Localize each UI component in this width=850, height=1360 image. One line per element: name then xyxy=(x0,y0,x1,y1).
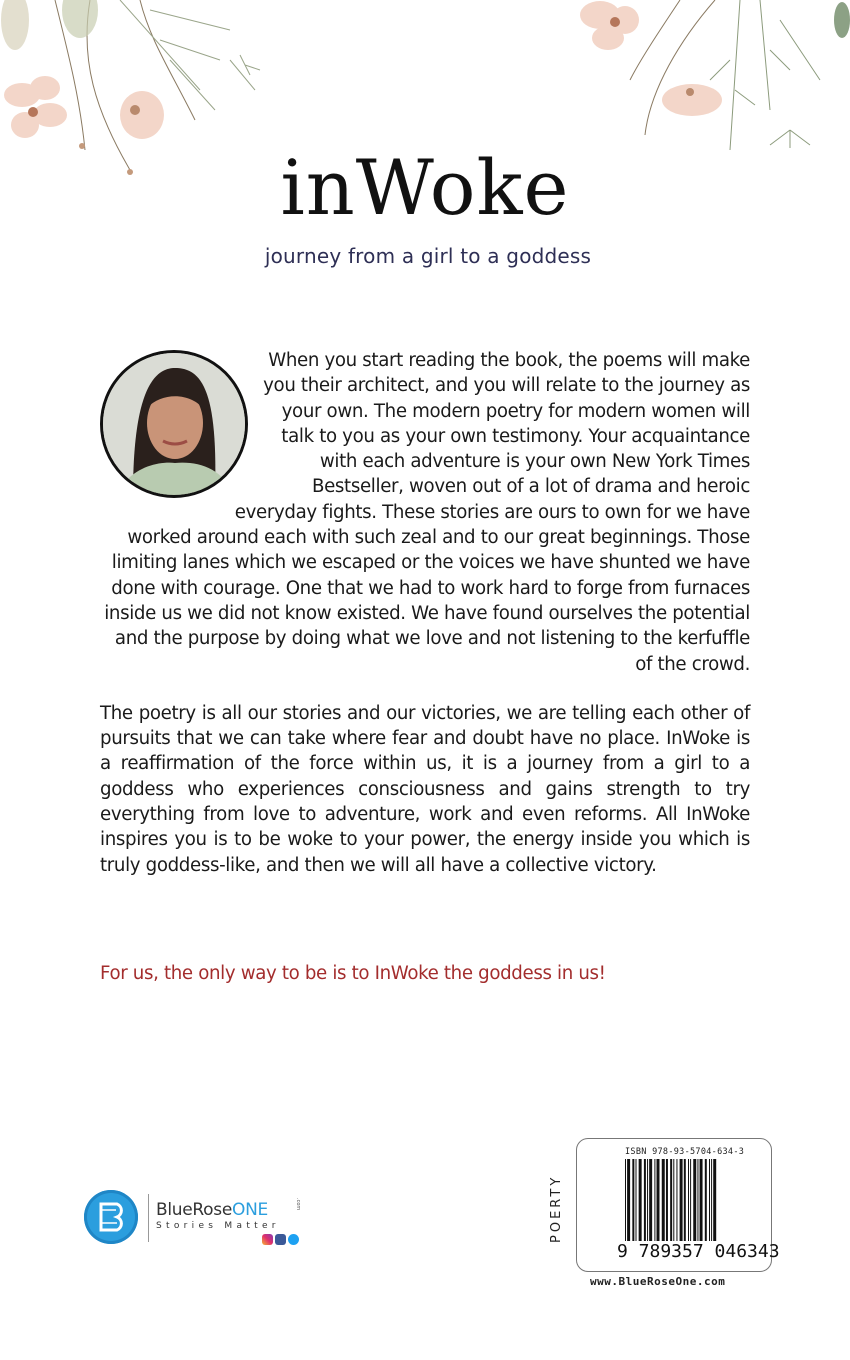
genre-label: POERTY xyxy=(549,1174,564,1243)
barcode-bar xyxy=(636,1159,637,1241)
publisher-website[interactable]: www.BlueRoseOne.com xyxy=(590,1275,726,1288)
book-title: inWoke xyxy=(280,143,570,232)
closing-line: For us, the only way to be is to InWoke the goddess in us! xyxy=(100,963,606,984)
social-icons xyxy=(262,1234,299,1245)
barcode-bar xyxy=(670,1159,672,1241)
publisher-name-part1: BlueRose xyxy=(156,1200,232,1220)
barcode-bar xyxy=(649,1159,652,1241)
barcode-bar xyxy=(700,1159,703,1241)
barcode-bar xyxy=(627,1159,630,1241)
barcode-bar xyxy=(688,1159,689,1241)
barcode-bar xyxy=(693,1159,696,1241)
book-subtitle: journey from a girl to a goddess xyxy=(264,244,592,268)
publisher-logo xyxy=(84,1190,314,1250)
publisher-name-part2: ONE xyxy=(231,1200,268,1220)
blurb-paragraph-2: The poetry is all our stories and our victories, we are telling each other of pursuits that we can take where fear and doubt have no place. InWoke is a reaffirmation of the force within us, it is a journey from a girl to a goddess who experiences consciousness and gains strength to try everything from love to adventure, work and even reforms. All InWoke inspires you is to be woke to your power, the energy inside you which is truly goddess-like, and then we will all have a collective victory. xyxy=(100,702,750,876)
barcode-bar xyxy=(713,1159,716,1241)
barcode-bar xyxy=(625,1159,626,1241)
barcode-box xyxy=(576,1138,780,1272)
blurb xyxy=(100,348,750,902)
publisher-name xyxy=(156,1200,268,1220)
barcode-bar xyxy=(647,1159,648,1241)
instagram-icon[interactable] xyxy=(262,1234,273,1245)
barcode-bar xyxy=(676,1159,677,1241)
barcode-digits: 9 789357 046343 xyxy=(617,1241,780,1262)
barcode-bar xyxy=(690,1159,691,1241)
publisher-tagline: Stories Matter xyxy=(156,1221,280,1231)
barcode-bar xyxy=(662,1159,665,1241)
barcode-icon xyxy=(625,1159,755,1249)
publisher-dotcom: .com xyxy=(295,1198,301,1211)
barcode-bar xyxy=(657,1159,660,1241)
floral-decoration-right xyxy=(530,0,850,170)
barcode-bar xyxy=(639,1159,642,1241)
twitter-icon[interactable] xyxy=(288,1234,299,1245)
barcode-bar xyxy=(709,1159,710,1241)
barcode-bar xyxy=(632,1159,634,1241)
barcode-bar xyxy=(680,1159,683,1241)
facebook-icon[interactable] xyxy=(275,1234,286,1245)
isbn-label: ISBN 978-93-5704-634-3 xyxy=(625,1147,745,1157)
barcode-bar xyxy=(684,1159,686,1241)
barcode-bar xyxy=(697,1159,698,1241)
author-portrait-icon xyxy=(103,353,245,495)
author-photo xyxy=(100,350,248,498)
logo-divider xyxy=(148,1194,149,1242)
barcode-bar xyxy=(705,1159,707,1241)
barcode-bar xyxy=(654,1159,655,1241)
barcode-bar xyxy=(666,1159,668,1241)
bluerose-logo-icon xyxy=(84,1190,138,1244)
barcode-bar xyxy=(673,1159,674,1241)
barcode-bar xyxy=(711,1159,712,1241)
blurb-paragraph-1: When you start reading the book, the poems will make you their architect, and you will relate to the journey as your own. The modern poetry for modern women will talk to you as your own testimony. Your acquaintance with each adventure is your own New York Times Bestseller, woven out of a lot of drama and heroic everyday fights. These stories are ours to own for we have worked around each with such zeal and to our great beginnings. Those limiting lanes which we escaped or the voices we have shunted we have done with courage. One that we had to work hard to forge from furnaces inside us we did not know existed. We have found ourselves the potential and the purpose by doing what we love and not listening to the kerfuffle of the crowd. xyxy=(104,350,750,675)
barcode-bar xyxy=(644,1159,646,1241)
